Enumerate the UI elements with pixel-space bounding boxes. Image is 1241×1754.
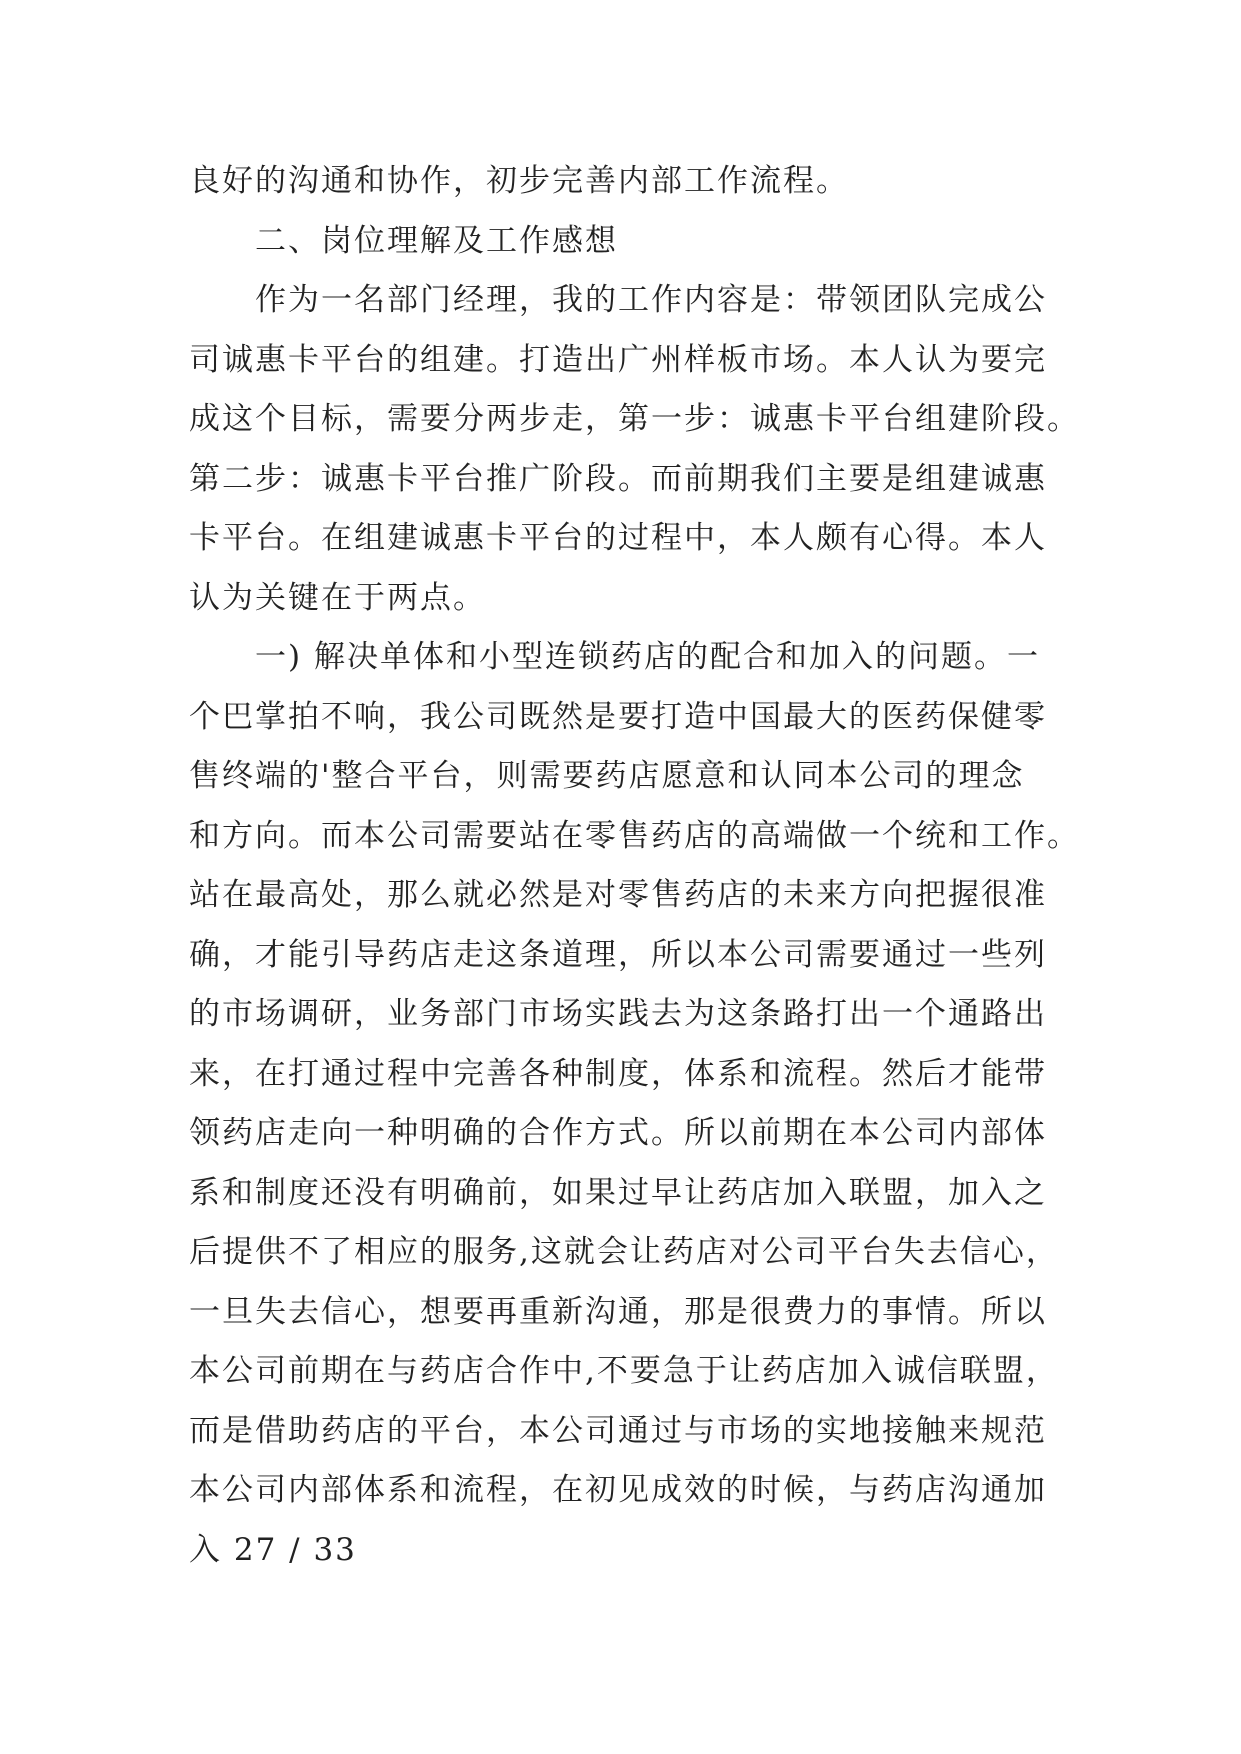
- text-line: 确，才能引导药店走这条道理，所以本公司需要通过一些列: [189, 936, 1047, 973]
- text-line: 认为关键在于两点。: [189, 579, 486, 616]
- text-line: 的市场调研，业务部门市场实践去为这条路打出一个通路出: [189, 996, 1047, 1032]
- text-line: 良好的沟通和协作，初步完善内部工作流程。: [189, 163, 849, 199]
- text-line: 卡平台。在组建诚惠卡平台的过程中，本人颇有心得。本人: [189, 520, 1047, 556]
- last-line-text: 入: [189, 1531, 222, 1568]
- text-line: 司诚惠卡平台的组建。打造出广州样板市场。本人认为要完: [189, 341, 1047, 378]
- page-indicator: 27 / 33: [233, 1531, 357, 1568]
- text-line: 和方向。而本公司需要站在零售药店的高端做一个统和工作。: [189, 817, 1080, 854]
- text-line: 领药店走向一种明确的合作方式。所以前期在本公司内部体: [189, 1115, 1047, 1151]
- text-line: 本公司内部体系和流程，在初见成效的时候，与药店沟通加: [189, 1472, 1047, 1508]
- text-line: 而是借助药店的平台，本公司通过与市场的实地接触来规范: [189, 1412, 1047, 1449]
- text-line: 第二步：诚惠卡平台推广阶段。而前期我们主要是组建诚惠: [189, 460, 1047, 497]
- text-line: 作为一名部门经理，我的工作内容是：带领团队完成公: [255, 282, 1047, 318]
- text-line: 个巴掌拍不响，我公司既然是要打造中国最大的医药保健零: [189, 698, 1047, 735]
- text-line: 本公司前期在与药店合作中,不要急于让药店加入诚信联盟，: [189, 1353, 1059, 1389]
- text-line: 后提供不了相应的服务,这就会让药店对公司平台失去信心，: [189, 1234, 1059, 1270]
- text-line: 一) 解决单体和小型连锁药店的配合和加入的问题。一: [255, 639, 1040, 675]
- text-line: 系和制度还没有明确前，如果过早让药店加入联盟，加入之: [189, 1174, 1047, 1211]
- body-text: [189, 152, 1080, 1580]
- text-line: 一旦失去信心，想要再重新沟通，那是很费力的事情。所以: [189, 1293, 1047, 1330]
- text-line: 来，在打通过程中完善各种制度，体系和流程。然后才能带: [189, 1055, 1047, 1092]
- text-line: 售终端的'整合平台，则需要药店愿意和认同本公司的理念: [189, 758, 1025, 794]
- last-line: [189, 1521, 1053, 1581]
- text-line: 成这个目标，需要分两步走，第一步：诚惠卡平台组建阶段。: [189, 401, 1080, 437]
- section-heading: 二、岗位理解及工作感想: [255, 222, 618, 259]
- text-line: 站在最高处，那么就必然是对零售药店的未来方向把握很准: [189, 877, 1047, 913]
